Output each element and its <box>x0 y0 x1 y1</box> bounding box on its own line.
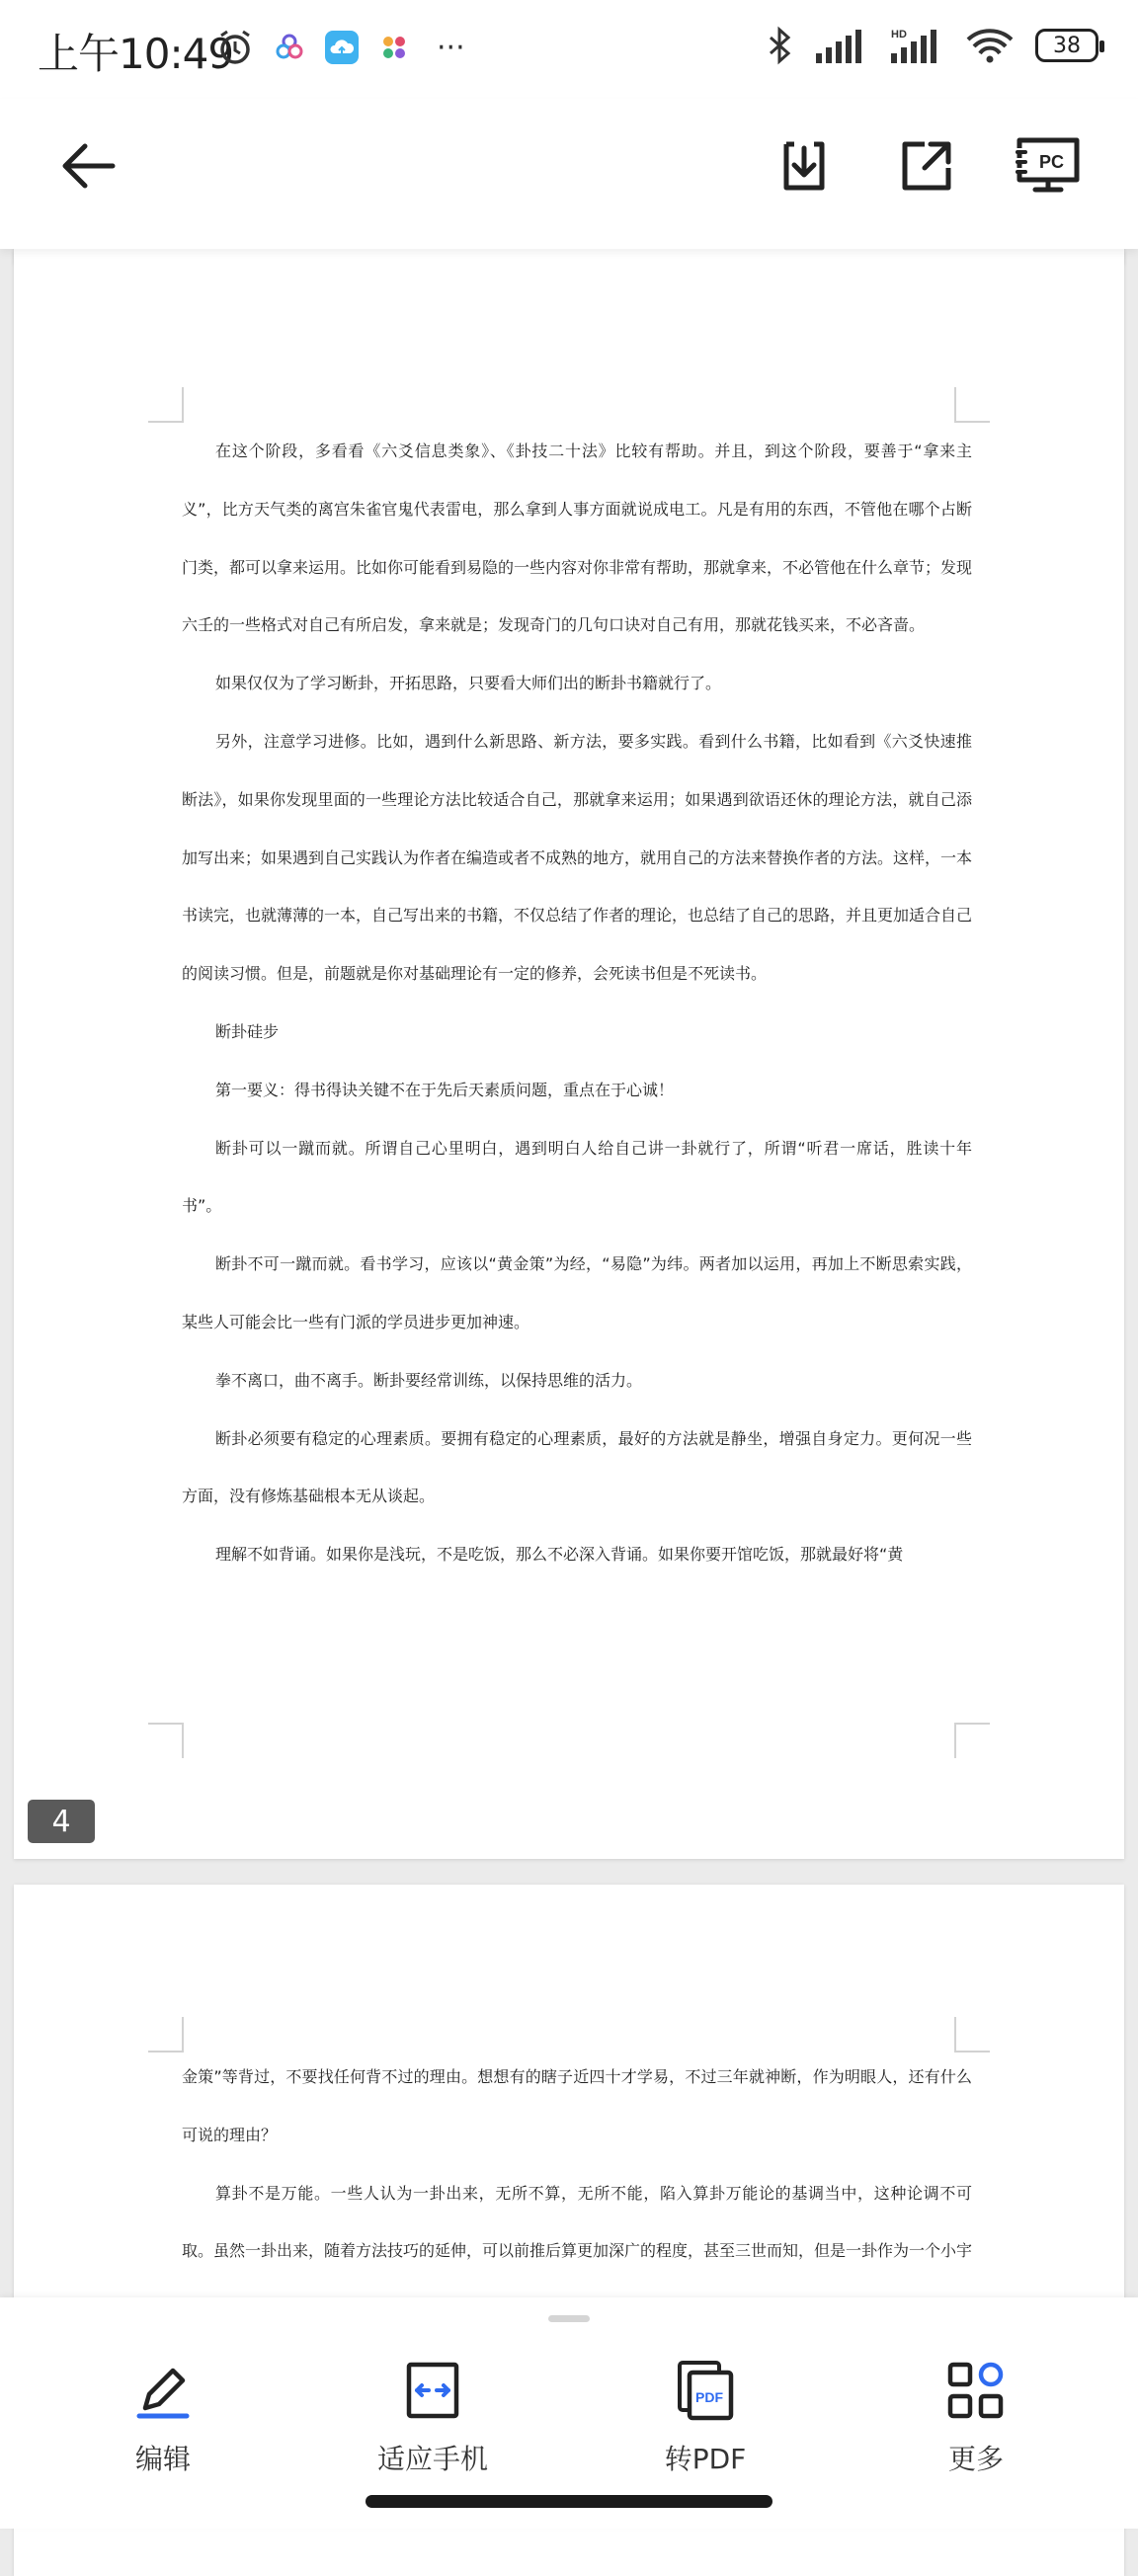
page-corner-mark <box>954 387 990 423</box>
paragraph: 拳不离口，曲不离手。断卦要经常训练，以保持思维的活力。 <box>215 1370 643 1390</box>
rings-app-icon <box>273 31 306 64</box>
page-number-badge: 4 <box>28 1800 95 1843</box>
drag-handle[interactable] <box>548 2315 590 2322</box>
paragraph: 如果仅仅为了学习断卦，开拓思路，只要看大师们出的断卦书籍就行了。 <box>215 674 722 693</box>
paragraph: 另外，注意学习进修。比如，遇到什么新思路、新方法，要多实践。看到什么书籍，比如看到《六爻快速推断法》，如果你发现里面的一些理论方法比较适合自己，那就拿来运用；如果遇到欲语还休的理论方法，就自己添加写出来；如果遇到自己实践认为作者在编造或者不成熟的地方，就用自己的方法来替换作者的方法。这样，一本书读完，也就薄薄的一本，自己写出来的书籍，不仅总结了作者的理论，也总结了自己的思路，并且更加适合自己的阅读习惯。但是，前题就是你对基础理论有一定的修养，会死读书但是不死读书。 <box>182 731 973 984</box>
status-system-icons <box>765 26 1098 65</box>
download-button[interactable] <box>772 134 836 201</box>
bluetooth-icon <box>765 26 794 65</box>
page-corner-mark <box>148 387 184 423</box>
status-time: 上午10:49 <box>38 30 234 78</box>
convert-pdf-button[interactable] <box>587 2359 824 2477</box>
battery-indicator: 38 <box>1035 29 1098 62</box>
pinwheel-app-icon <box>377 31 411 64</box>
fit-phone-label: 适应手机 <box>376 2443 488 2475</box>
alarm-icon <box>215 28 255 67</box>
cellular-signal-icon <box>814 26 869 65</box>
home-indicator[interactable] <box>366 2495 772 2508</box>
section-heading: 断卦硅步 <box>215 1021 280 1041</box>
paragraph: 理解不如背诵。如果你是浅玩，不是吃饭，那么不必深入背诵。如果你要开馆吃饭，那就最好将“黄 <box>215 1545 904 1565</box>
open-on-pc-button[interactable] <box>1014 134 1083 201</box>
page-corner-mark <box>954 2017 990 2053</box>
paragraph: 金策”等背过，不要找任何背不过的理由。想想有的瞎子近四十才学易，不过三年就神断，作为明眼人，还有什么可说的理由？ <box>182 2067 972 2144</box>
paragraph: 断卦可以一蹴而就。所谓自己心里明白，遇到明白人给自己讲一卦就行了，所谓“听君一席话，胜读十年书”。 <box>182 1138 972 1216</box>
pc-screen-icon <box>1014 134 1083 198</box>
paragraph: 第一要义：得书得诀关键不在于先后天素质问题，重点在于心诚！ <box>215 1080 675 1099</box>
bottom-toolbar <box>0 2297 1138 2529</box>
status-notification-icons <box>215 28 465 67</box>
convert-pdf-label: 转PDF <box>664 2443 747 2475</box>
fit-width-icon <box>401 2359 464 2422</box>
paragraph: 在这个阶段，多看看《六爻信息类象》、《卦技二十法》比较有帮助。并且，到这个阶段，要善于“拿来主义”，比方天气类的离宫朱雀官鬼代表雷电，那么拿到人事方面就说成电工。凡是有用的东西，不管他在哪个占断门类，都可以拿来运用。比如你可能看到易隐的一些内容对你非常有帮助，那就拿来，不必管他在什么章节；发现六壬的一些格式对自己有所启发，拿来就是；发现奇门的几句口诀对自己有用，那就花钱买来，不必吝啬。 <box>182 442 973 635</box>
wifi-icon <box>964 26 1016 65</box>
fit-phone-button[interactable] <box>314 2359 551 2477</box>
page-text <box>182 423 972 1584</box>
edit-label: 编辑 <box>134 2443 191 2475</box>
page-text <box>182 2049 972 2339</box>
paragraph: 断卦不可一蹴而就。看书学习，应该以“黄金策”为经，“易隐”为纬。两者加以运用，再加上不断思索实践，某些人可能会比一些有门派的学员进步更加神速。 <box>182 1254 972 1331</box>
share-icon <box>895 134 958 198</box>
more-grid-icon <box>944 2359 1008 2422</box>
download-icon <box>772 134 836 198</box>
top-toolbar <box>0 99 1138 249</box>
svg-text:PDF: PDF <box>695 2389 723 2405</box>
page-corner-mark <box>954 1723 990 1758</box>
status-bar <box>0 0 1138 99</box>
share-button[interactable] <box>895 134 958 201</box>
cloud-upload-icon <box>324 30 360 65</box>
svg-text:PC: PC <box>1039 152 1065 172</box>
pencil-icon <box>131 2359 195 2422</box>
more-notifications-icon: ··· <box>437 30 465 65</box>
document-page[interactable] <box>14 178 1124 1859</box>
page-corner-mark <box>148 2017 184 2053</box>
more-button[interactable] <box>857 2359 1095 2477</box>
svg-text:HD: HD <box>891 29 907 40</box>
paragraph: 算卦不是万能。一些人认为一卦出来，无所不算，无所不能，陷入算卦万能论的基调当中，这种论调不可取。虽然一卦出来，随着方法技巧的延伸，可以前推后算更加深广的程度，甚至三世而知，但是一卦作为一个小宇 <box>182 2183 973 2261</box>
more-label: 更多 <box>947 2443 1004 2475</box>
edit-button[interactable] <box>44 2359 282 2477</box>
arrow-left-icon <box>57 134 121 198</box>
hd-signal-icon <box>889 26 944 65</box>
paragraph: 断卦必须要有稳定的心理素质。要拥有稳定的心理素质，最好的方法就是静坐，增强自身定力。更何况一些方面，没有修炼基础根本无从谈起。 <box>182 1428 972 1506</box>
pdf-convert-icon <box>674 2359 737 2422</box>
back-button[interactable] <box>57 134 121 201</box>
page-corner-mark <box>148 1723 184 1758</box>
